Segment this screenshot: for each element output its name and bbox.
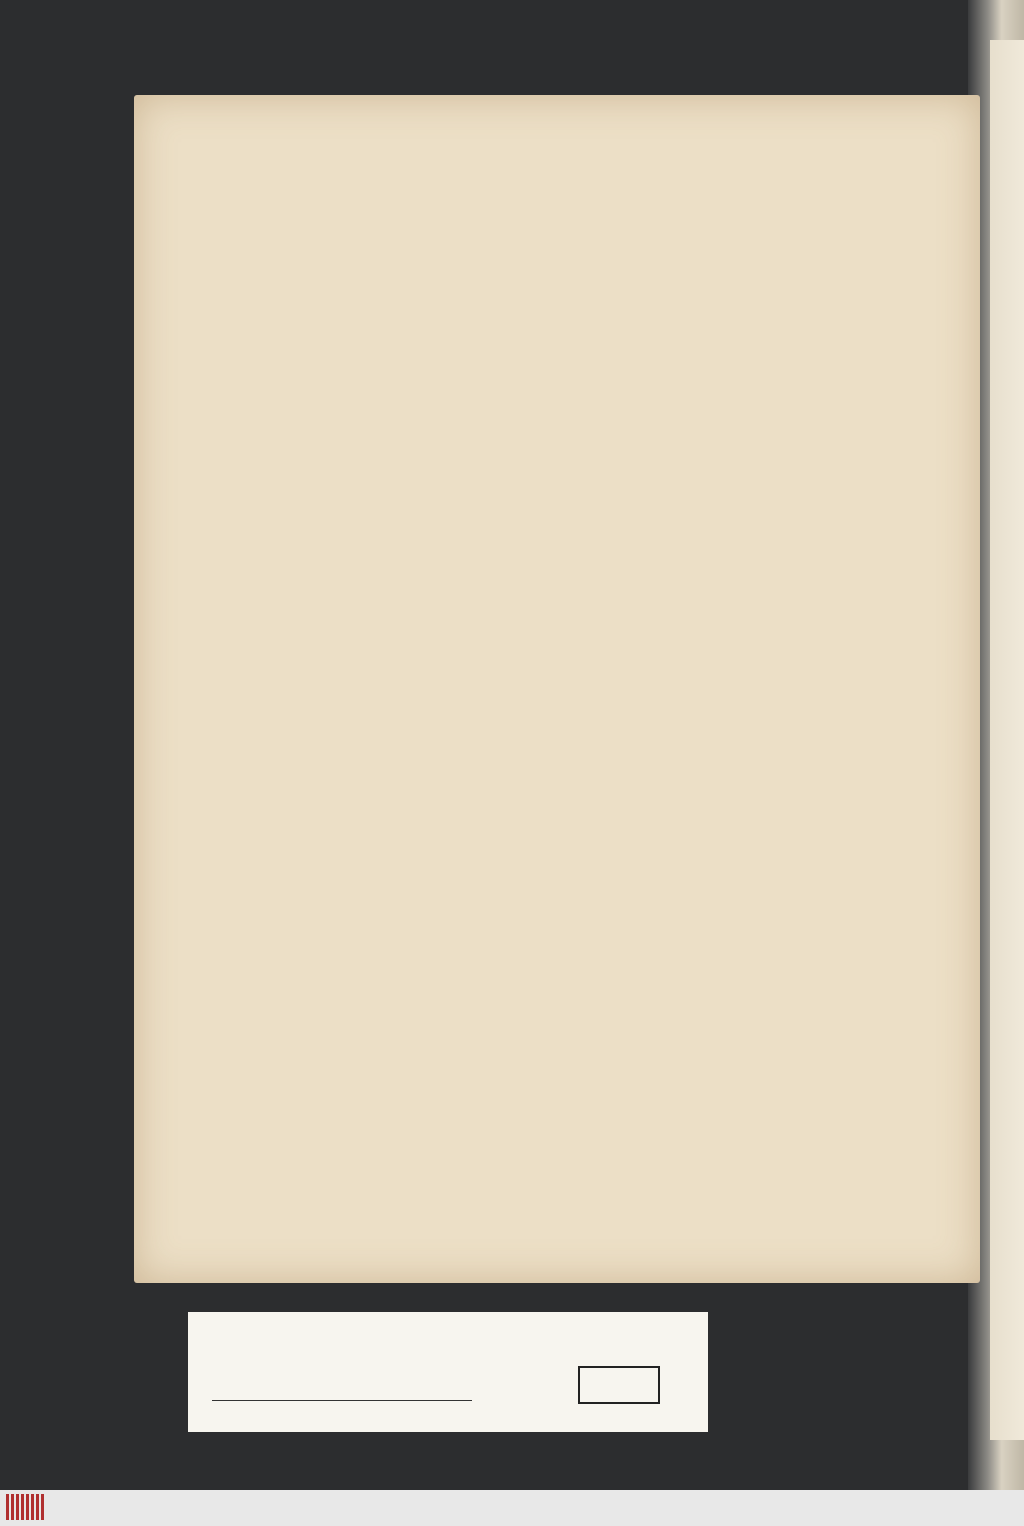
adjacent-page (990, 40, 1024, 1440)
gray-scale-swatch (578, 1366, 660, 1404)
footer-bar (0, 1490, 1024, 1526)
book-page (134, 95, 980, 1283)
hab-logo-icon (6, 1494, 46, 1520)
scale-ruler (212, 1366, 472, 1401)
